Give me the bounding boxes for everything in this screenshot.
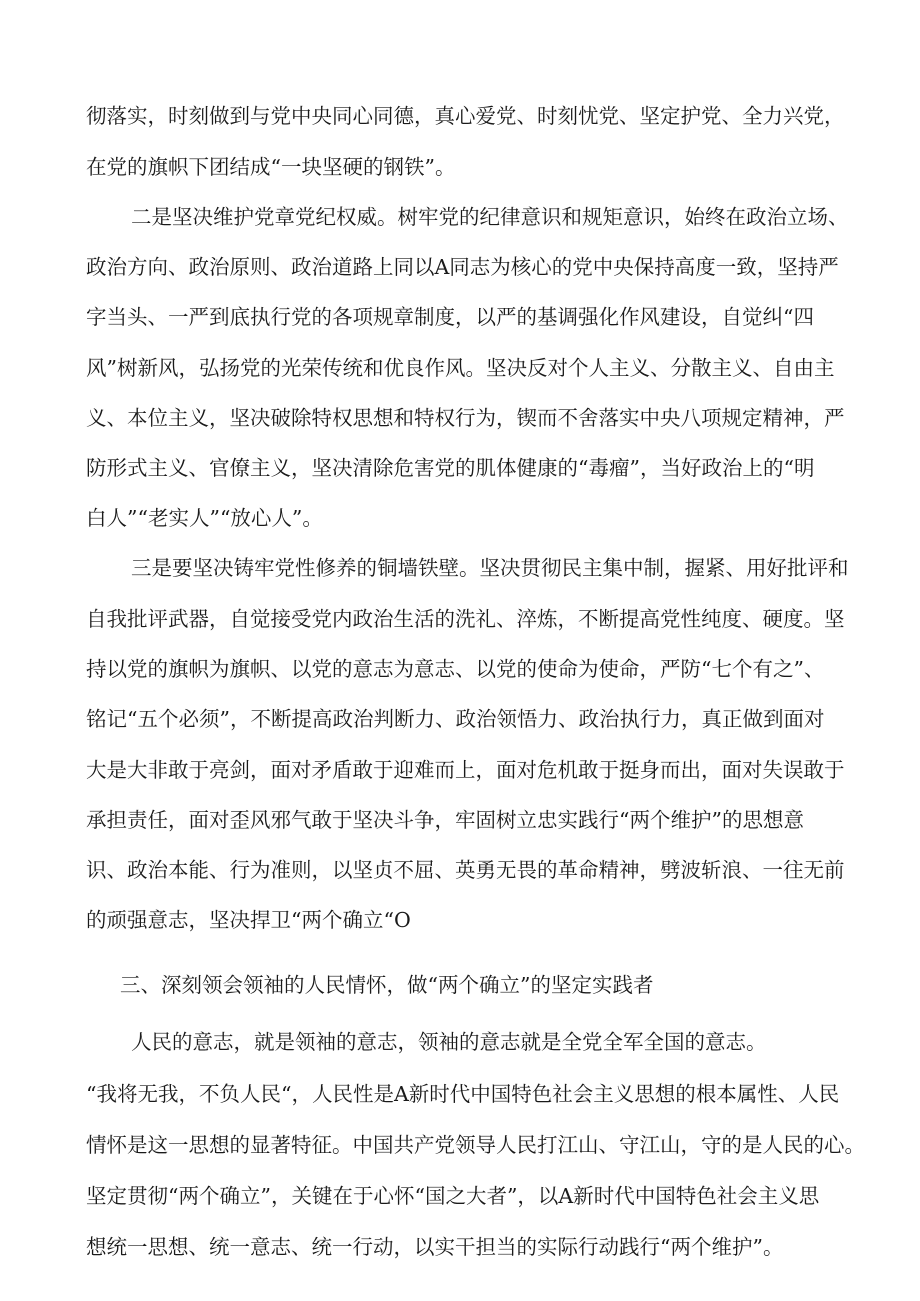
text-line: 白人”“老实人”“放心人”。 xyxy=(86,506,323,530)
text-line: 义、本位主义，坚决破除特权思想和特权行为，锲而不舍落实中央八项规定精神，严 xyxy=(86,406,845,430)
text-line: 坚定贯彻“两个确立”，关键在于心怀“国之大者”，以A新时代中国特色社会主义思 xyxy=(86,1184,820,1208)
text-line: 识、政治本能、行为准则，以坚贞不屈、英勇无畏的革命精神，劈波斩浪、一往无前 xyxy=(86,858,845,882)
text-line: 在党的旗帜下团结成“一块坚硬的钢铁”。 xyxy=(86,155,456,179)
text-line: 铭记“五个必须”，不断提高政治判断力、政治领悟力、政治执行力，真正做到面对 xyxy=(86,707,825,731)
text-line: 想统一思想、统一意志、统一行动，以实干担当的实际行动践行“两个维护”。 xyxy=(86,1235,784,1259)
text-line: 字当头、一严到底执行党的各项规章制度，以严的基调强化作风建设，自觉纠“四 xyxy=(86,305,814,329)
text-line: 彻落实，时刻做到与党中央同心同德，真心爱党、时刻忧党、坚定护党、全力兴党， xyxy=(86,104,845,128)
paragraph-start-line: 三是要坚决铸牢党性修养的铜墙铁壁。坚决贯彻民主集中制，握紧、用好批评和 xyxy=(131,556,849,580)
paragraph-start-line: 人民的意志，就是领袖的意志，领袖的意志就是全党全军全国的意志。 xyxy=(131,1030,767,1054)
text-line: 的顽强意志，坚决捍卫“两个确立“O xyxy=(86,908,411,932)
text-line: 承担责任，面对歪风邪气敢于坚决斗争，牢固树立忠实践行“两个维护”的思想意 xyxy=(86,808,804,832)
text-line: 政治方向、政治原则、政治道路上同以A同志为核心的党中央保持高度一致，坚持严 xyxy=(86,255,839,279)
text-line: “我将无我，不负人民“，人民性是A新时代中国特色社会主义思想的根本属性、人民 xyxy=(86,1082,840,1106)
section-heading: 三、深刻领会领袖的人民情怀，做“两个确立”的坚定实践者 xyxy=(120,973,654,997)
text-line: 持以党的旗帜为旗帜、以党的意志为意志、以党的使命为使命，严防“七个有之”、 xyxy=(86,657,825,681)
text-line: 情怀是这一思想的显著特征。中国共产党领导人民打江山、守江山，守的是人民的心。 xyxy=(86,1133,865,1157)
text-line: 大是大非敢于亮剑，面对矛盾敢于迎难而上，面对危机敢于挺身而出，面对失误敢于 xyxy=(86,758,845,782)
text-line: 风”树新风，弘扬党的光荣传统和优良作风。坚决反对个人主义、分散主义、自由主 xyxy=(86,356,835,380)
text-line: 防形式主义、官僚主义，坚决清除危害党的肌体健康的“毒瘤”，当好政治上的“明 xyxy=(86,456,815,480)
text-line: 自我批评武器，自觉接受党内政治生活的洗礼、淬炼，不断提高党性纯度、硬度。坚 xyxy=(86,607,845,631)
paragraph-start-line: 二是坚决维护党章党纪权威。树牢党的纪律意识和规矩意识，始终在政治立场、 xyxy=(131,205,849,229)
